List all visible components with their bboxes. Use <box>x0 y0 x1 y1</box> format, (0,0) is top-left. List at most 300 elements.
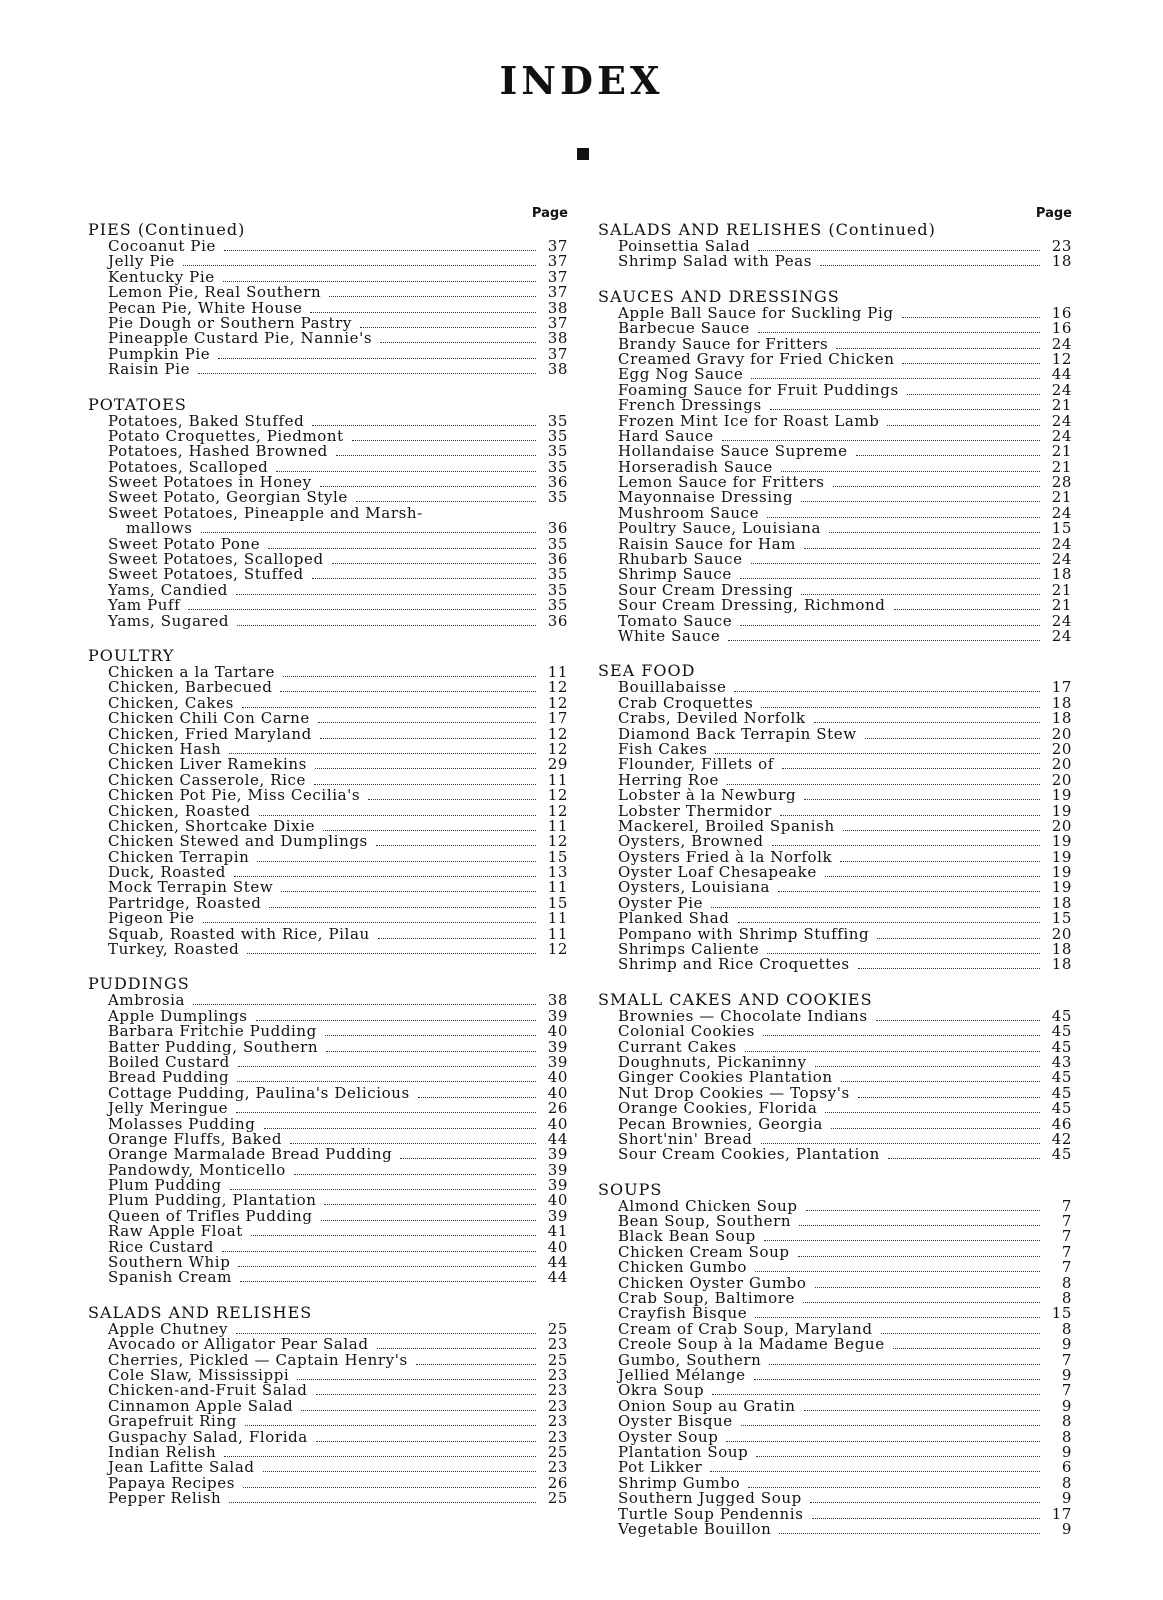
dot-leader <box>825 1112 1040 1113</box>
entry-name: Turtle Soup Pendennis <box>618 1504 804 1523</box>
entry-page-number: 44 <box>547 1253 568 1272</box>
entry-name: Vegetable Bouillon <box>618 1519 772 1538</box>
entry-page-number: 7 <box>1061 1381 1072 1400</box>
dot-leader <box>312 578 536 579</box>
entry-name: Boiled Custard <box>108 1052 230 1071</box>
entry-page-number: 25 <box>547 1350 568 1369</box>
entry-name: Potatoes, Scalloped <box>108 457 269 476</box>
dot-leader <box>803 1302 1040 1303</box>
entry-page-number: 45 <box>1051 1068 1072 1087</box>
entry-name: Apple Chutney <box>108 1319 229 1338</box>
dot-leader <box>877 938 1040 939</box>
dot-leader <box>259 815 536 816</box>
entry-page-number: 42 <box>1051 1129 1072 1148</box>
entry-page-number: 44 <box>547 1129 568 1148</box>
entry-page-number: 25 <box>547 1442 568 1461</box>
entry-page-number: 11 <box>547 878 568 897</box>
entry-page-number: 11 <box>547 924 568 943</box>
section-heading: SALADS AND RELISHES (Continued) <box>598 220 936 239</box>
dot-leader <box>722 440 1040 441</box>
entry-name: Currant Cakes <box>618 1037 737 1056</box>
entry-name: Chicken Chili Con Carne <box>108 709 310 728</box>
entry-page-number: 21 <box>1051 457 1072 476</box>
entry-name: Pepper Relish <box>108 1489 222 1508</box>
entry-page-number: 8 <box>1061 1319 1072 1338</box>
dot-leader <box>294 1174 536 1175</box>
dot-leader <box>894 609 1041 610</box>
dot-leader <box>711 907 1040 908</box>
page-title: INDEX <box>499 58 664 103</box>
entry-name: Hard Sauce <box>618 426 714 445</box>
dot-leader <box>316 1441 536 1442</box>
dot-leader <box>301 1410 536 1411</box>
entry-name: Crab Croquettes <box>618 693 754 712</box>
entry-name: French Dressings <box>618 396 762 415</box>
dot-leader <box>755 1271 1040 1272</box>
entry-name: Flounder, Fillets of <box>618 755 774 774</box>
dot-leader <box>356 501 536 502</box>
entry-name: Squab, Roasted with Rice, Pilau <box>108 924 370 943</box>
dot-leader <box>316 1394 537 1395</box>
dot-leader <box>761 707 1040 708</box>
entry-name: Plum Pudding, Plantation <box>108 1191 317 1210</box>
dot-leader <box>754 1379 1040 1380</box>
entry-page-number: 21 <box>1051 596 1072 615</box>
entry-name: Oysters, Browned <box>618 832 764 851</box>
entry-page-number: 20 <box>1051 770 1072 789</box>
dot-leader <box>829 532 1040 533</box>
dot-leader <box>841 1081 1040 1082</box>
entry-page-number: 26 <box>547 1473 568 1492</box>
entry-page-number: 23 <box>547 1335 568 1354</box>
entry-page-number: 37 <box>547 344 568 363</box>
entry-name: Horseradish Sauce <box>618 457 773 476</box>
entry-page-number: 7 <box>1061 1350 1072 1369</box>
dot-leader <box>229 1502 536 1503</box>
entry-page-number: 20 <box>1051 739 1072 758</box>
entry-page-number: 35 <box>547 488 568 507</box>
entry-name: Bread Pudding <box>108 1068 230 1087</box>
entry-page-number: 35 <box>547 457 568 476</box>
entry-name: Brownies — Chocolate Indians <box>618 1006 868 1025</box>
dot-leader <box>256 1020 536 1021</box>
entry-page-number: 19 <box>1051 878 1072 897</box>
entry-name: Apple Dumplings <box>108 1006 248 1025</box>
entry-page-number: 23 <box>547 1396 568 1415</box>
entry-page-number: 39 <box>547 1006 568 1025</box>
index-section <box>88 1304 568 1507</box>
dot-leader <box>751 563 1040 564</box>
entry-name: Plum Pudding <box>108 1176 222 1195</box>
dot-leader <box>728 640 1040 641</box>
entry-page-number: 45 <box>1051 1006 1072 1025</box>
entry-page-number: 44 <box>1051 365 1072 384</box>
entry-name: Egg Nog Sauce <box>618 365 744 384</box>
entry-name: Okra Soup <box>618 1381 705 1400</box>
entry-name: Southern Jugged Soup <box>618 1489 802 1508</box>
dot-leader <box>376 845 536 846</box>
dot-leader <box>323 830 536 831</box>
index-section <box>598 991 1072 1163</box>
entry-name: Pandowdy, Monticello <box>108 1160 286 1179</box>
dot-leader <box>416 1364 536 1365</box>
entry-page-number: 18 <box>1051 893 1072 912</box>
entry-page-number: 21 <box>1051 396 1072 415</box>
dot-leader <box>230 1189 536 1190</box>
index-entry <box>88 1491 568 1506</box>
entry-page-number: 19 <box>1051 847 1072 866</box>
entry-name: Chicken Stewed and Dumplings <box>108 832 368 851</box>
entry-page-number: 9 <box>1061 1366 1072 1384</box>
dot-leader <box>368 799 536 800</box>
dot-leader <box>315 768 536 769</box>
entry-page-number: 9 <box>1061 1442 1072 1461</box>
entry-name: Jelly Meringue <box>108 1099 229 1118</box>
entry-page-number: 8 <box>1061 1473 1072 1492</box>
entry-page-number: 9 <box>1061 1519 1072 1538</box>
entry-name: Oysters, Louisiana <box>618 878 771 897</box>
dot-leader <box>257 861 536 862</box>
section-heading: POULTRY <box>88 645 175 665</box>
entry-page-number: 39 <box>547 1176 568 1195</box>
entry-page-number: 16 <box>1051 319 1072 338</box>
entry-page-number: 40 <box>547 1237 568 1256</box>
entry-name: Bouillabaisse <box>618 678 727 697</box>
entry-name: Chicken, Barbecued <box>108 678 273 697</box>
dot-leader <box>237 1081 536 1082</box>
entry-name: Cottage Pudding, Paulina's Delicious <box>108 1083 410 1102</box>
dot-leader <box>203 922 536 923</box>
dot-leader <box>820 265 1040 266</box>
dot-leader <box>193 1004 536 1005</box>
dot-leader <box>297 1379 536 1380</box>
entry-name: Raisin Sauce for Ham <box>618 534 796 553</box>
dot-leader <box>902 363 1040 364</box>
dot-leader <box>840 861 1040 862</box>
dot-leader <box>281 891 536 892</box>
dot-leader <box>238 1066 536 1067</box>
dot-leader <box>320 738 536 739</box>
entry-name: Cinnamon Apple Salad <box>108 1396 294 1415</box>
index-entry <box>598 626 1072 645</box>
dot-leader <box>778 891 1040 892</box>
dot-leader <box>858 1097 1040 1098</box>
index-entry <box>88 942 568 957</box>
entry-name: Onion Soup au Gratin <box>618 1396 796 1415</box>
index-entry <box>598 1147 1072 1162</box>
entry-name: Mushroom Sauce <box>618 503 760 522</box>
entry-page-number: 35 <box>547 426 568 445</box>
entry-name: Jelly Pie <box>108 252 175 271</box>
dot-leader <box>218 358 536 359</box>
dot-leader <box>779 1533 1040 1534</box>
index-entry <box>598 1519 1072 1538</box>
entry-name: Doughnuts, Pickaninny <box>618 1052 807 1071</box>
dot-leader <box>224 1456 536 1457</box>
entry-name: Cole Slaw, Mississippi <box>108 1366 290 1384</box>
entry-page-number: 24 <box>1051 380 1072 399</box>
dot-leader <box>804 548 1040 549</box>
entry-name: Crayfish Bisque <box>618 1304 748 1323</box>
dot-leader <box>251 1235 536 1236</box>
entry-name: Crab Soup, Baltimore <box>618 1289 795 1308</box>
entry-name: Chicken Pot Pie, Miss Cecilia's <box>108 786 361 805</box>
dot-leader <box>236 594 536 595</box>
entry-name: Chicken, Cakes <box>108 693 234 712</box>
dot-leader <box>758 332 1040 333</box>
dot-leader <box>312 425 536 426</box>
entry-page-number: 6 <box>1061 1458 1072 1477</box>
entry-name: Pigeon Pie <box>108 909 195 928</box>
entry-page-number: 46 <box>1051 1114 1072 1133</box>
entry-page-number: 45 <box>1051 1037 1072 1056</box>
entry-name: Yams, Candied <box>108 580 228 599</box>
entry-page-number: 39 <box>547 1160 568 1179</box>
entry-page-number: 40 <box>547 1191 568 1210</box>
dot-leader <box>240 1281 536 1282</box>
entry-name: Creamed Gravy for Fried Chicken <box>618 349 895 368</box>
dot-leader <box>238 1266 536 1267</box>
entry-page-number: 12 <box>547 693 568 712</box>
entry-page-number: 17 <box>1051 1504 1072 1523</box>
dot-leader <box>237 625 536 626</box>
dot-leader <box>843 830 1040 831</box>
dot-leader <box>815 1287 1040 1288</box>
dot-leader <box>770 409 1040 410</box>
entry-name: Sweet Potato, Georgian Style <box>108 488 348 507</box>
entry-page-number: 39 <box>547 1145 568 1164</box>
dot-leader <box>825 876 1040 877</box>
entry-name: Grapefruit Ring <box>108 1412 237 1431</box>
dot-leader <box>740 578 1040 579</box>
dot-leader <box>712 1394 1040 1395</box>
dot-leader <box>756 1456 1040 1457</box>
dot-leader <box>831 1128 1040 1129</box>
entry-page-number: 23 <box>547 1427 568 1446</box>
entry-page-number: 37 <box>547 267 568 286</box>
entry-page-number: 23 <box>547 1458 568 1477</box>
dot-leader <box>902 317 1040 318</box>
entry-name: Oyster Soup <box>618 1427 719 1446</box>
entry-page-number: 8 <box>1061 1289 1072 1308</box>
dot-leader <box>224 250 536 251</box>
entry-name: Chicken Terrapin <box>108 847 250 866</box>
dot-leader <box>263 1471 536 1472</box>
entry-name: Shrimps Caliente <box>618 940 760 959</box>
entry-name: Sour Cream Dressing <box>618 580 794 599</box>
entry-name: Frozen Mint Ice for Roast Lamb <box>618 411 880 430</box>
entry-page-number: 23 <box>1051 237 1072 255</box>
entry-page-number: 35 <box>547 534 568 553</box>
entry-name: Creole Soup à la Madame Begue <box>618 1335 885 1354</box>
entry-name: Pot Likker <box>618 1458 703 1477</box>
entry-page-number: 11 <box>547 816 568 835</box>
entry-name: Batter Pudding, Southern <box>108 1037 319 1056</box>
entry-name: Spanish Cream <box>108 1268 232 1287</box>
dot-leader <box>310 312 536 313</box>
entry-name: Sweet Potatoes, Stuffed <box>108 565 304 584</box>
entry-page-number: 26 <box>547 1099 568 1118</box>
index-section <box>88 396 568 629</box>
entry-page-number: 9 <box>1061 1489 1072 1508</box>
dot-leader <box>865 738 1040 739</box>
entry-name: Potatoes, Hashed Browned <box>108 442 328 461</box>
entry-page-number: 7 <box>1061 1212 1072 1231</box>
entry-page-number: 37 <box>547 313 568 332</box>
entry-page-number: 40 <box>547 1114 568 1133</box>
dot-leader <box>814 722 1040 723</box>
dot-leader <box>236 1112 536 1113</box>
dot-leader <box>276 471 536 472</box>
square-bullet-ornament <box>577 148 589 160</box>
entry-name: Partridge, Roasted <box>108 893 262 912</box>
dot-leader <box>360 327 536 328</box>
dot-leader <box>715 753 1040 754</box>
dot-leader <box>290 1143 536 1144</box>
entry-page-number: 36 <box>547 550 568 569</box>
section-heading: PIES (Continued) <box>88 220 246 239</box>
entry-name: Chicken Oyster Gumbo <box>618 1273 807 1292</box>
entry-page-number: 20 <box>1051 924 1072 943</box>
entry-name: Sour Cream Cookies, Plantation <box>618 1145 880 1164</box>
dot-leader <box>767 517 1040 518</box>
entry-name: Jean Lafitte Salad <box>108 1458 255 1477</box>
dot-leader <box>283 676 536 677</box>
dot-leader <box>804 799 1040 800</box>
entry-page-number: 8 <box>1061 1273 1072 1292</box>
entry-page-number: 12 <box>547 786 568 805</box>
entry-page-number: 13 <box>547 863 568 882</box>
entry-page-number: 45 <box>1051 1099 1072 1118</box>
entry-page-number: 24 <box>1051 334 1072 353</box>
dot-leader <box>377 1348 536 1349</box>
entry-name: Yam Puff <box>108 596 181 615</box>
dot-leader <box>269 907 536 908</box>
entry-name: Queen of Trifles Pudding <box>108 1206 313 1225</box>
entry-page-number: 21 <box>1051 580 1072 599</box>
dot-leader <box>236 1333 536 1334</box>
dot-leader <box>881 1333 1040 1334</box>
dot-leader <box>400 1158 536 1159</box>
entry-name: Ginger Cookies Plantation <box>618 1068 833 1087</box>
entry-page-number: 36 <box>547 611 568 630</box>
entry-page-number: 25 <box>547 1489 568 1508</box>
entry-name: Foaming Sauce for Fruit Puddings <box>618 380 899 399</box>
entry-page-number: 35 <box>547 411 568 430</box>
entry-name: Orange Marmalade Bread Pudding <box>108 1145 393 1164</box>
dot-leader <box>378 938 536 939</box>
entry-page-number: 20 <box>1051 755 1072 774</box>
entry-name: Pumpkin Pie <box>108 344 211 363</box>
entry-name: Hollandaise Sauce Supreme <box>618 442 848 461</box>
dot-leader <box>222 1251 536 1252</box>
entry-name: Molasses Pudding <box>108 1114 256 1133</box>
section-heading: SOUPS <box>598 1179 663 1199</box>
index-entry <box>598 254 1072 269</box>
entry-name: Guspachy Salad, Florida <box>108 1427 308 1446</box>
index-section <box>598 662 1072 972</box>
entry-name: Pompano with Shrimp Stuffing <box>618 924 870 943</box>
entry-name: Chicken a la Tartare <box>108 662 275 681</box>
entry-name: Pecan Pie, White House <box>108 298 303 317</box>
dot-leader <box>907 394 1040 395</box>
dot-leader <box>858 968 1040 969</box>
index-section <box>598 1181 1072 1538</box>
entry-name: Poinsettia Salad <box>618 237 751 255</box>
entry-page-number: 35 <box>547 596 568 615</box>
entry-name: Chicken Hash <box>108 739 222 758</box>
entry-page-number: 19 <box>1051 863 1072 882</box>
entry-name: Turkey, Roasted <box>108 940 240 959</box>
entry-page-number: 7 <box>1061 1258 1072 1277</box>
dot-leader <box>380 342 536 343</box>
entry-name: Shrimp and Rice Croquettes <box>618 955 850 974</box>
left-index-column <box>88 206 568 1525</box>
entry-name: Tomato Sauce <box>618 611 733 630</box>
dot-leader <box>318 722 536 723</box>
entry-name: Cherries, Pickled — Captain Henry's <box>108 1350 408 1369</box>
dot-leader <box>223 281 536 282</box>
dot-leader <box>314 784 536 785</box>
entry-name: Pie Dough or Southern Pastry <box>108 313 352 332</box>
entry-name: Pineapple Custard Pie, Nannie's <box>108 329 373 348</box>
entry-page-number: 36 <box>547 519 568 538</box>
section-heading: SMALL CAKES AND COOKIES <box>598 989 873 1009</box>
entry-name: Indian Relish <box>108 1442 217 1461</box>
dot-leader <box>764 1240 1040 1241</box>
entry-name: Shrimp Salad with Peas <box>618 252 813 271</box>
section-heading: SEA FOOD <box>598 661 696 681</box>
entry-page-number: 15 <box>1051 909 1072 928</box>
dot-leader <box>326 1051 536 1052</box>
entry-name: Avocado or Alligator Pear Salad <box>108 1335 369 1354</box>
entry-page-number: 15 <box>1051 519 1072 538</box>
entry-page-number: 23 <box>547 1412 568 1431</box>
dot-leader <box>888 1158 1040 1159</box>
entry-name: Colonial Cookies <box>618 1022 755 1041</box>
dot-leader <box>201 532 536 533</box>
entry-page-number: 12 <box>547 739 568 758</box>
entry-name: Chicken Liver Ramekins <box>108 755 307 774</box>
entry-name: Rice Custard <box>108 1237 214 1256</box>
entry-page-number: 29 <box>547 755 568 774</box>
dot-leader <box>761 1143 1040 1144</box>
dot-leader <box>801 594 1040 595</box>
entry-name: Brandy Sauce for Fritters <box>618 334 829 353</box>
index-entry <box>88 611 568 630</box>
entry-name: Kentucky Pie <box>108 267 215 286</box>
entry-page-number: 24 <box>1051 411 1072 430</box>
entry-page-number: 35 <box>547 442 568 461</box>
section-heading: SAUCES AND DRESSINGS <box>598 286 840 306</box>
entry-page-number: 20 <box>1051 816 1072 835</box>
entry-page-number: 12 <box>547 832 568 851</box>
dot-leader <box>329 296 536 297</box>
entry-page-number: 15 <box>547 847 568 866</box>
entry-page-number: 35 <box>547 565 568 584</box>
entry-page-number: 11 <box>547 909 568 928</box>
entry-name: Chicken, Shortcake Dixie <box>108 816 316 835</box>
dot-leader <box>763 1035 1040 1036</box>
index-section <box>88 221 568 378</box>
index-entry <box>598 957 1072 972</box>
entry-page-number: 19 <box>1051 786 1072 805</box>
dot-leader <box>782 768 1040 769</box>
dot-leader <box>324 1204 536 1205</box>
entry-page-number: 45 <box>1051 1145 1072 1164</box>
entry-page-number: 28 <box>1051 473 1072 492</box>
entry-name: Sweet Potatoes in Honey <box>108 473 312 492</box>
